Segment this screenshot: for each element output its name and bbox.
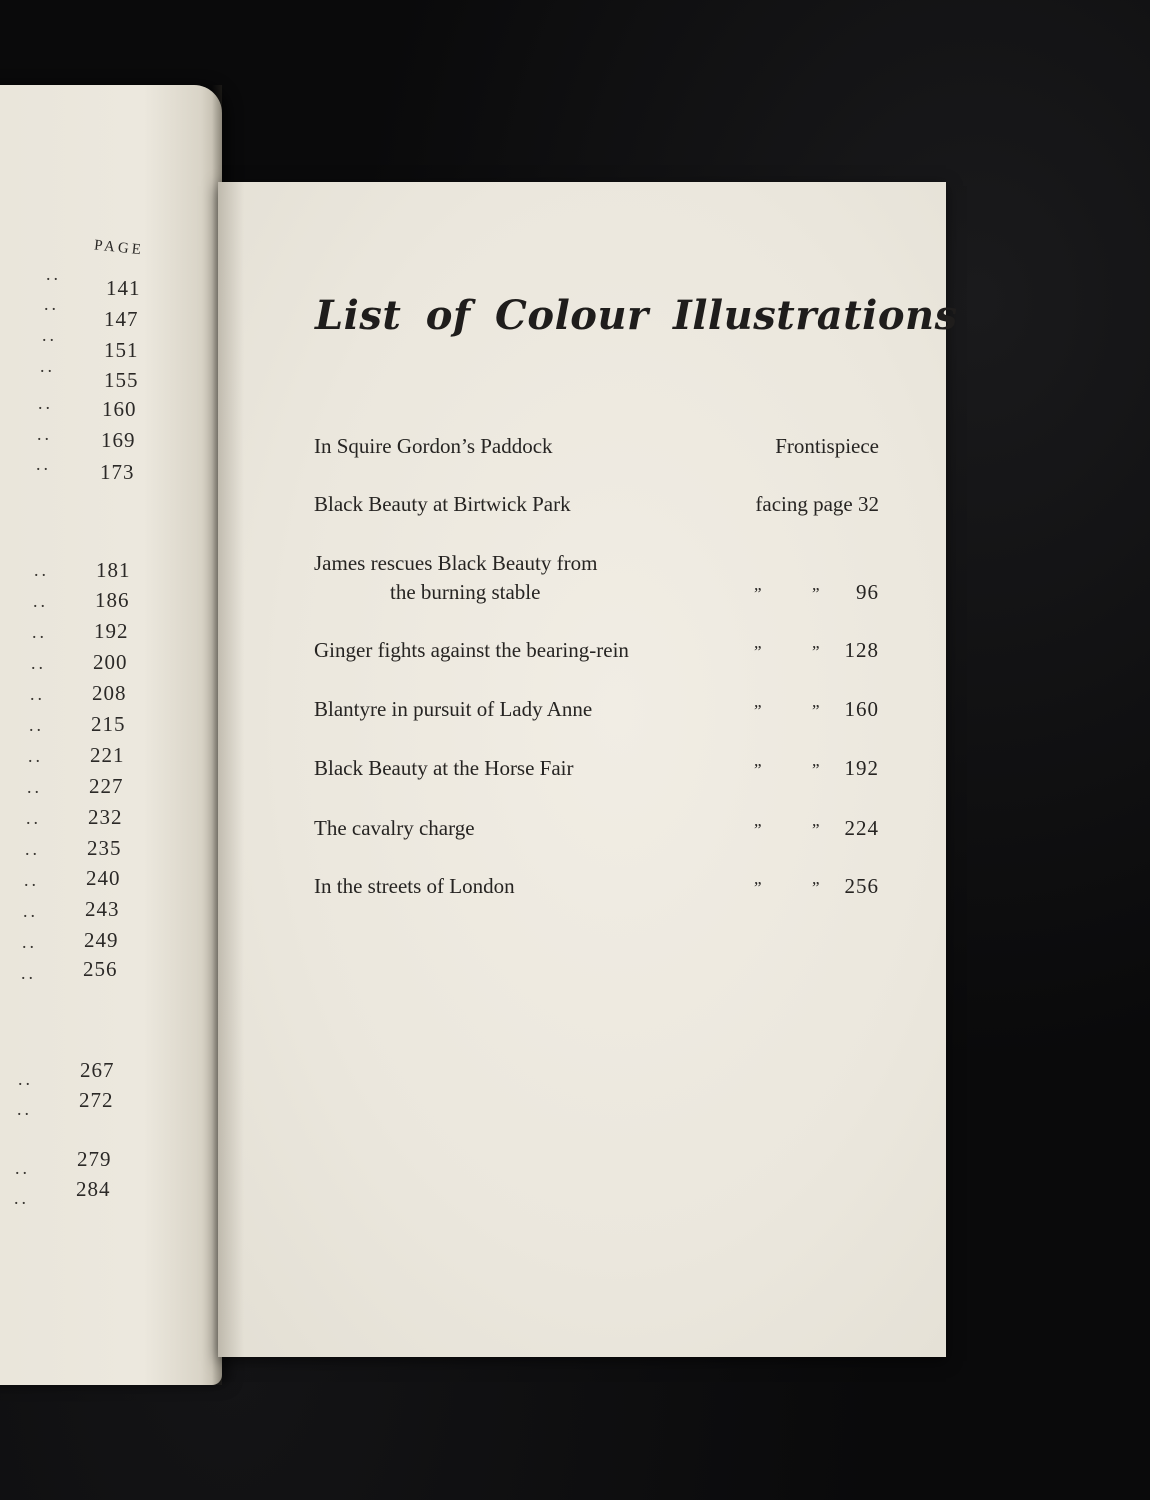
ditto-mark: ” <box>754 701 762 720</box>
left-page-number: 272 <box>79 1088 114 1112</box>
illustration-entry <box>314 434 879 494</box>
left-page-number: 155 <box>104 368 139 392</box>
illustration-page: 96 <box>856 580 879 604</box>
illustration-page: 192 <box>844 756 879 780</box>
leader-dots: .. <box>46 264 61 284</box>
ditto-mark: ” <box>812 760 820 779</box>
illustration-caption: Black Beauty at the Horse Fair <box>314 756 574 780</box>
leader-dots: .. <box>17 1099 32 1119</box>
page-title: List of Colour Illustrations <box>315 292 958 339</box>
leader-dots: .. <box>38 393 53 413</box>
left-page-number: 232 <box>88 805 123 829</box>
illustration-caption: The cavalry charge <box>314 816 475 840</box>
illustration-page: facing page 32 <box>755 492 879 516</box>
ditto-mark: ” <box>812 642 820 661</box>
left-page-number: 200 <box>93 650 128 674</box>
page-gutter-shadow <box>218 182 244 1357</box>
ditto-mark: ” <box>812 701 820 720</box>
ditto-mark: ” <box>754 642 762 661</box>
left-page-number: 249 <box>84 928 119 952</box>
leader-dots: .. <box>14 1188 29 1208</box>
left-page-number: 160 <box>102 397 137 421</box>
left-page-number: 227 <box>89 774 124 798</box>
leader-dots: .. <box>44 294 59 314</box>
leader-dots: .. <box>30 684 45 704</box>
illustration-page: 160 <box>844 697 879 721</box>
leader-dots: .. <box>34 560 49 580</box>
leader-dots: .. <box>31 653 46 673</box>
illustration-entry <box>314 816 879 876</box>
illustration-caption: Ginger fights against the bearing-rein <box>314 638 629 662</box>
illustration-caption: Black Beauty at Birtwick Park <box>314 492 571 516</box>
left-page-number: 147 <box>104 307 139 331</box>
illustration-caption: James rescues Black Beauty from <box>314 551 598 575</box>
left-page-number: 240 <box>86 866 121 890</box>
leader-dots: .. <box>27 777 42 797</box>
left-page-number: 267 <box>80 1058 115 1082</box>
left-page-number: 279 <box>77 1147 112 1171</box>
leader-dots: .. <box>37 424 52 444</box>
left-page-number: 284 <box>76 1177 111 1201</box>
left-page-number: 186 <box>95 588 130 612</box>
illustration-caption: In Squire Gordon’s Paddock <box>314 434 553 458</box>
illustration-caption-continued: the burning stable <box>390 580 541 604</box>
illustration-page: Frontispiece <box>775 434 879 458</box>
leader-dots: .. <box>18 1069 33 1089</box>
leader-dots: .. <box>25 839 40 859</box>
ditto-mark: ” <box>754 820 762 839</box>
leader-dots: .. <box>28 746 43 766</box>
left-page-number: 235 <box>87 836 122 860</box>
illustration-page: 224 <box>844 816 879 840</box>
leader-dots: .. <box>29 715 44 735</box>
leader-dots: .. <box>36 454 51 474</box>
illustration-entry <box>314 492 879 552</box>
ditto-mark: ” <box>812 584 820 603</box>
leader-dots: .. <box>40 356 55 376</box>
leader-dots: .. <box>15 1158 30 1178</box>
leader-dots: .. <box>24 870 39 890</box>
ditto-mark: ” <box>754 878 762 897</box>
leader-dots: .. <box>42 325 57 345</box>
leader-dots: .. <box>32 622 47 642</box>
leader-dots: .. <box>33 591 48 611</box>
illustration-page: 256 <box>844 874 879 898</box>
left-page-number: 151 <box>104 338 139 362</box>
left-page-number: 173 <box>100 460 135 484</box>
left-page-number: 169 <box>101 428 136 452</box>
ditto-mark: ” <box>754 584 762 603</box>
left-page-number: 208 <box>92 681 127 705</box>
leader-dots: .. <box>22 932 37 952</box>
left-page-number: 192 <box>94 619 129 643</box>
left-page-number: 215 <box>91 712 126 736</box>
illustration-page: 128 <box>844 638 879 662</box>
left-page-number: 221 <box>90 743 125 767</box>
illustration-caption: Blantyre in pursuit of Lady Anne <box>314 697 593 721</box>
ditto-mark: ” <box>812 820 820 839</box>
left-page-number: 243 <box>85 897 120 921</box>
left-page-number: 141 <box>106 276 141 300</box>
leader-dots: .. <box>26 808 41 828</box>
illustration-entry <box>314 756 879 816</box>
leader-dots: .. <box>23 901 38 921</box>
right-page <box>218 182 958 1357</box>
illustration-caption: In the streets of London <box>314 874 515 898</box>
illustration-entry <box>314 874 879 934</box>
ditto-mark: ” <box>754 760 762 779</box>
left-page-number: 256 <box>83 957 118 981</box>
left-page-number: 181 <box>96 558 131 582</box>
illustration-entry <box>314 697 879 757</box>
left-page-header: PAGE <box>93 237 145 259</box>
illustration-entry <box>314 551 879 621</box>
leader-dots: .. <box>21 963 36 983</box>
illustration-entry <box>314 638 879 698</box>
ditto-mark: ” <box>812 878 820 897</box>
